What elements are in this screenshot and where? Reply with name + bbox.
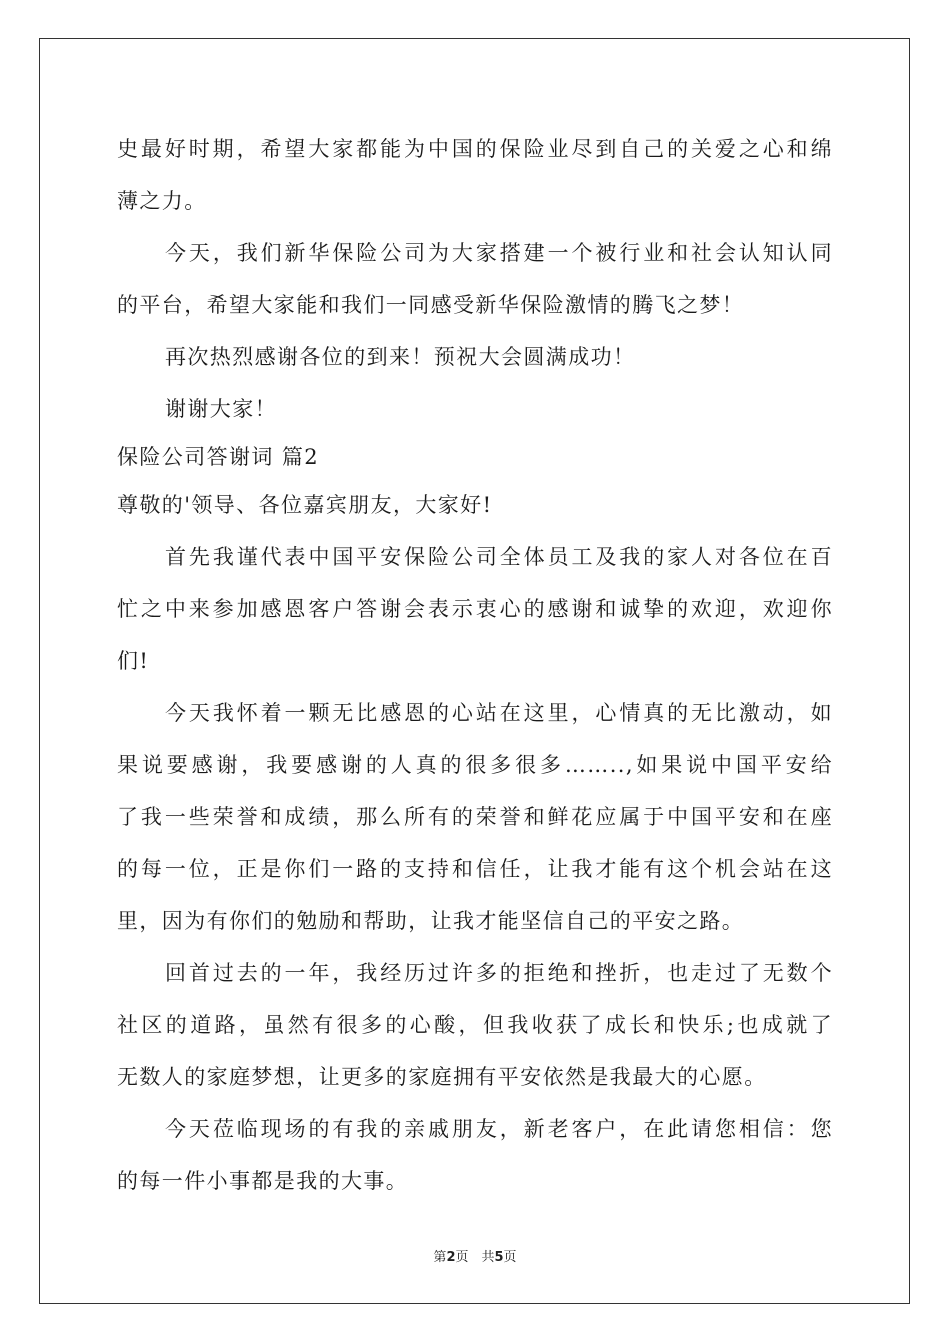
page-mid: 页 共 [455, 1250, 495, 1265]
section-heading: 保险公司答谢词 篇2 [117, 445, 320, 469]
text-line: 果说要感谢，我要感谢的人真的很多很多……..,如果说中国平安给 [117, 753, 833, 777]
paragraph-line: 首先我谨代表中国平安保险公司全体员工及我的家人对各位在百 [165, 545, 833, 569]
document-body [117, 123, 833, 1207]
paragraph-line: 谢谢大家！ [165, 397, 277, 421]
text-line: 们! [117, 649, 150, 673]
salutation-line: 尊敬的'领导、各位嘉宾朋友，大家好! [117, 493, 493, 517]
text-line: 了我一些荣誉和成绩，那么所有的荣誉和鲜花应属于中国平安和在座 [117, 805, 833, 829]
paragraph-line: 今天莅临现场的有我的亲戚朋友，新老客户，在此请您相信：您 [165, 1117, 833, 1141]
paragraph-line: 回首过去的一年，我经历过许多的拒绝和挫折，也走过了无数个 [165, 961, 833, 985]
paragraph-line: 今天我怀着一颗无比感恩的心站在这里，心情真的无比激动，如 [165, 701, 833, 725]
paragraph-line: 再次热烈感谢各位的到来！预祝大会圆满成功！ [165, 345, 636, 369]
text-line: 的每一件小事都是我的大事。 [117, 1169, 409, 1193]
text-line: 的每一位，正是你们一路的支持和信任，让我才能有这个机会站在这 [117, 857, 833, 881]
text-line: 里，因为有你们的勉励和帮助，让我才能坚信自己的平安之路。 [117, 909, 745, 933]
text-line: 忙之中来参加感恩客户答谢会表示衷心的感谢和诚挚的欢迎，欢迎你 [117, 597, 833, 621]
current-page-number: 2 [446, 1250, 456, 1265]
text-line: 的平台，希望大家能和我们一同感受新华保险激情的腾飞之梦！ [117, 293, 745, 317]
total-page-number: 5 [494, 1250, 504, 1265]
paragraph-line: 今天，我们新华保险公司为大家搭建一个被行业和社会认知认同 [165, 241, 833, 265]
page-footer [0, 1246, 950, 1265]
page-prefix: 第 [433, 1250, 447, 1265]
text-line: 社区的道路，虽然有很多的心酸，但我收获了成长和快乐;也成就了 [117, 1013, 833, 1037]
text-line: 无数人的家庭梦想，让更多的家庭拥有平安依然是我最大的心愿。 [117, 1065, 767, 1089]
text-line: 史最好时期，希望大家都能为中国的保险业尽到自己的关爱之心和绵 [117, 137, 833, 161]
page-suffix: 页 [503, 1250, 517, 1265]
text-line: 薄之力。 [117, 189, 207, 213]
